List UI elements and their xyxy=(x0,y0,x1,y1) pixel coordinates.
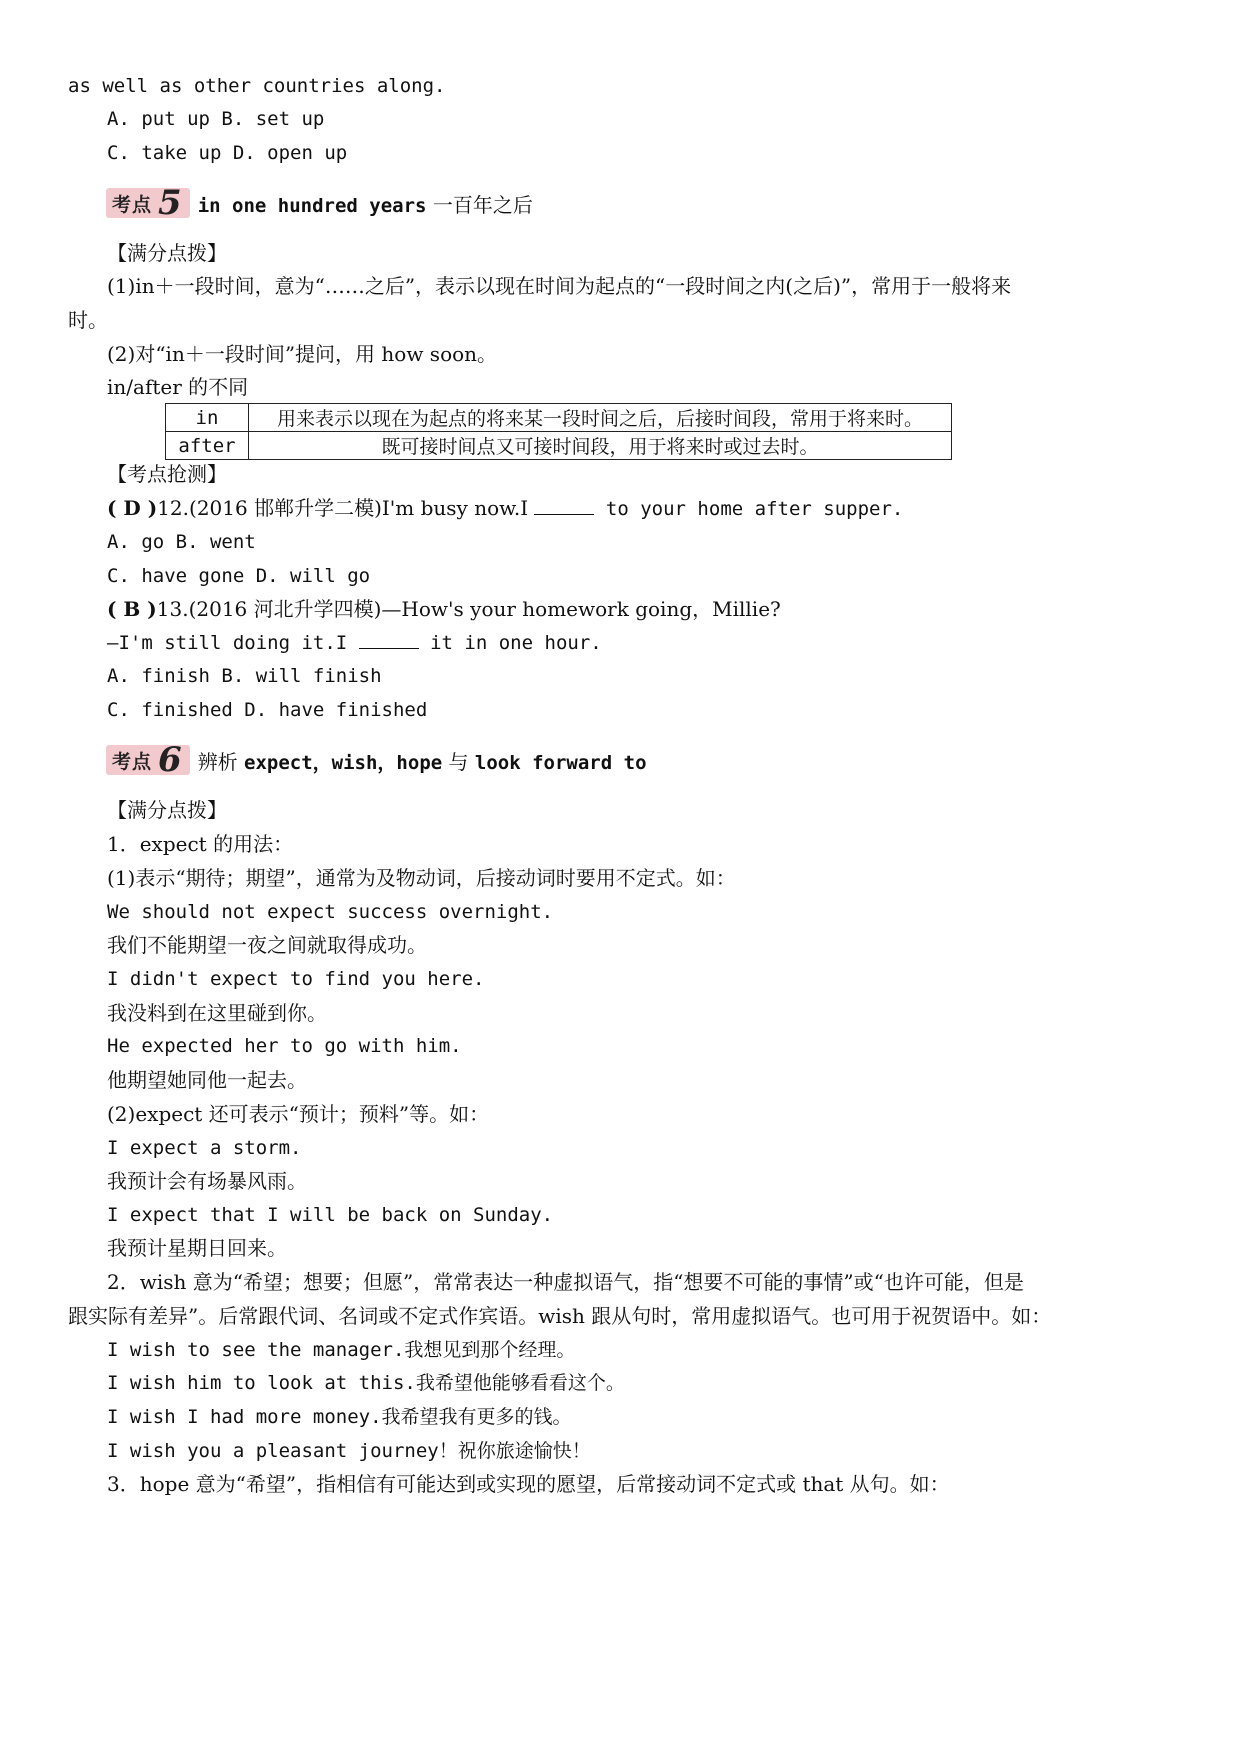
table-cell-key: in xyxy=(166,404,249,432)
text-line: 3．hope 意为“希望”，指相信有可能达到或实现的愿望，后常接动词不定式或 that 从句。如： xyxy=(107,1472,950,1496)
subheading: 【考点抢测】 xyxy=(107,462,227,486)
section-title xyxy=(198,746,647,775)
table-cell-value: 用来表示以现在为起点的将来某一段时间之后，后接时间段，常用于将来时。 xyxy=(249,404,952,432)
question-12 xyxy=(107,494,903,523)
example-line: I wish you a pleasant journey！祝你旅途愉快！ xyxy=(107,1440,591,1462)
option-line: A. finish B. will finish xyxy=(107,665,382,687)
question-text: to your home after supper. xyxy=(594,498,904,520)
title-en: expect，wish，hope xyxy=(244,751,443,774)
example-line: I wish I had more money.我希望我有更多的钱。 xyxy=(107,1406,572,1428)
text-line: in/after 的不同 xyxy=(107,375,249,399)
question-text: —I'm still doing it.I xyxy=(107,632,359,654)
question-text: 12.(2016 邯郸升学二模)I'm busy now.I xyxy=(157,496,535,520)
question-text: it in one hour. xyxy=(418,632,602,654)
text-line: 1．expect 的用法： xyxy=(107,832,294,856)
answer-blank xyxy=(534,496,594,515)
example-en: I expect that I will be back on Sunday. xyxy=(107,1204,554,1226)
badge-number: 6 xyxy=(158,740,182,780)
text-line: (1)in＋一段时间，意为“……之后”，表示以现在时间为起点的“一段时间之内(之后)”，常用于一般将来 xyxy=(107,274,1012,298)
comparison-table xyxy=(165,403,952,460)
table-cell-key: after xyxy=(166,432,249,460)
section-badge xyxy=(106,183,190,223)
badge-label: 考点 xyxy=(112,750,153,773)
question-13 xyxy=(107,595,781,623)
title-en: look forward to xyxy=(474,751,647,774)
section-heading-6 xyxy=(106,740,647,780)
example-line: I wish to see the manager.我想见到那个经理。 xyxy=(107,1339,576,1361)
badge-number: 5 xyxy=(158,183,182,223)
answer-mark: ( D ) xyxy=(107,496,158,520)
option-line: A. put up B. set up xyxy=(107,108,325,130)
example-cn: 我预计星期日回来。 xyxy=(107,1236,287,1260)
example-cn: 他期望她同他一起去。 xyxy=(107,1068,307,1092)
option-line: C. take up D. open up xyxy=(107,142,348,164)
example-cn: 我没料到在这里碰到你。 xyxy=(107,1001,327,1025)
title-cn: 与 xyxy=(442,749,475,774)
text-line: (2)expect 还可表示“预计；预料”等。如： xyxy=(107,1102,490,1126)
section-heading-5 xyxy=(106,183,533,223)
example-en: I expect a storm. xyxy=(107,1137,302,1159)
example-cn: 我预计会有场暴风雨。 xyxy=(107,1169,307,1193)
title-cn: 辨析 xyxy=(197,749,245,774)
section-title xyxy=(198,189,533,218)
table-row xyxy=(166,404,952,432)
example-en: We should not expect success overnight. xyxy=(107,901,554,923)
text-line: 时。 xyxy=(68,308,108,332)
text-line: as well as other countries along. xyxy=(68,75,446,97)
subheading: 【满分点拨】 xyxy=(107,798,227,822)
example-cn: 我们不能期望一夜之间就取得成功。 xyxy=(107,933,427,957)
option-line: C. have gone D. will go xyxy=(107,565,371,587)
text-line: 2．wish 意为“希望；想要；但愿”，常常表达一种虚拟语气，指“想要不可能的事情”或“也许可能，但是 xyxy=(107,1270,1024,1294)
text-line: (2)对“in＋一段时间”提问，用 how soon。 xyxy=(107,342,498,366)
question-line xyxy=(107,629,602,657)
option-line: A. go B. went xyxy=(107,531,256,553)
table-cell-value: 既可接时间点又可接时间段，用于将来时或过去时。 xyxy=(249,432,952,460)
answer-blank xyxy=(359,630,419,649)
title-en: in one hundred years xyxy=(197,194,427,217)
example-line: I wish him to look at this.我希望他能够看看这个。 xyxy=(107,1372,625,1394)
text-line: 跟实际有差异”。后常跟代词、名词或不定式作宾语。wish 跟从句时，常用虚拟语气。也可用于祝贺语中。如： xyxy=(68,1304,1052,1328)
text-line: (1)表示“期待；期望”，通常为及物动词，后接动词时要用不定式。如： xyxy=(107,866,736,890)
title-cn: 一百年之后 xyxy=(426,192,533,217)
option-line: C. finished D. have finished xyxy=(107,699,428,721)
answer-mark: ( B ) xyxy=(107,597,157,621)
badge-label: 考点 xyxy=(112,193,153,216)
example-en: He expected her to go with him. xyxy=(107,1035,462,1057)
table-row xyxy=(166,432,952,460)
question-text: 13.(2016 河北升学四模)—How's your homework going，Millie? xyxy=(156,597,781,621)
subheading: 【满分点拨】 xyxy=(107,241,227,265)
section-badge xyxy=(106,740,190,780)
example-en: I didn't expect to find you here. xyxy=(107,968,485,990)
